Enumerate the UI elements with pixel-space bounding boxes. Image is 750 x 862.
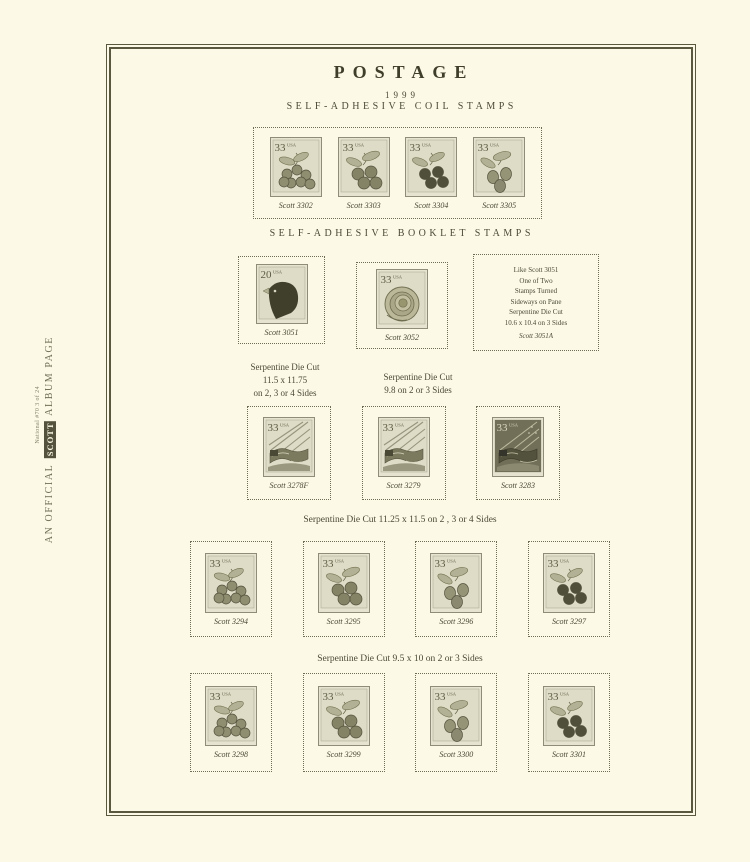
stamp-caption: Scott 3051 (264, 327, 299, 337)
flag-dark-stamp-image (492, 417, 544, 477)
page-title: POSTAGE (333, 62, 475, 82)
stamp-scott-3051 (256, 264, 308, 337)
stamp-box (190, 541, 272, 637)
die-cut-header-line: 9.8 on 2 or 3 Sides (384, 385, 452, 396)
stamp-scott-3294 (205, 553, 257, 626)
svg-text:USA: USA (222, 691, 232, 697)
die-cut-header-11-5 (212, 361, 358, 400)
scott-logo: SCOTT (45, 422, 55, 457)
note-line: Like Scott 3051 (513, 266, 559, 274)
stamp-box (528, 541, 610, 637)
stamp-box (528, 673, 610, 772)
raspberries-stamp-image (318, 686, 370, 746)
svg-text:USA: USA (509, 422, 519, 427)
blueberries-stamp-image (270, 137, 322, 197)
stamp-caption: Scott 3304 (414, 200, 449, 210)
svg-text:33: 33 (322, 691, 334, 703)
page-year: 1999 (385, 90, 419, 100)
stamp-scott-3299 (318, 686, 370, 759)
stamp-caption: Scott 3297 (551, 616, 586, 626)
stamp-scott-3303 (338, 137, 390, 210)
stamp-caption: Scott 3303 (346, 200, 381, 210)
svg-text:USA: USA (222, 558, 232, 563)
svg-text:33: 33 (434, 557, 446, 570)
svg-text:USA: USA (422, 142, 432, 147)
svg-text:USA: USA (447, 691, 457, 697)
stamp-caption: Scott 3295 (326, 616, 361, 626)
stamp-scott-3283 (492, 417, 544, 490)
svg-text:33: 33 (382, 421, 393, 434)
svg-text:33: 33 (322, 557, 334, 570)
stamp-caption: Scott 3301 (551, 750, 586, 759)
stamp-scott-3304 (405, 137, 457, 210)
stamp-box (303, 673, 385, 772)
rose-stamp-image (376, 269, 428, 329)
die-cut-header-line: Serpentine Die Cut (383, 372, 453, 382)
note-line: Serpentine Die Cut (509, 308, 563, 316)
blueberries-stamp-image (205, 553, 257, 613)
stamp-scott-3297 (543, 553, 595, 626)
stamp-scott-3296 (430, 553, 482, 626)
svg-text:USA: USA (559, 691, 569, 697)
stamp-scott-3300 (430, 686, 482, 759)
svg-text:33: 33 (380, 274, 392, 286)
booklet-stamps-header: SELF-ADHESIVE BOOKLET STAMPS (269, 228, 534, 239)
stamp-box (415, 541, 497, 637)
svg-text:USA: USA (354, 142, 364, 147)
raspberries-stamp-image (318, 553, 370, 613)
stamp-caption: Scott 3279 (386, 480, 421, 490)
svg-text:USA: USA (334, 691, 344, 697)
stamp-box-scott-3052 (356, 262, 448, 349)
stamp-box (303, 541, 385, 637)
stamp-caption: Scott 3283 (501, 480, 535, 490)
flag-stamp-image (263, 417, 315, 477)
svg-text:33: 33 (434, 691, 446, 703)
stamp-caption: Scott 3052 (385, 333, 419, 342)
strawberries-stamp-image (430, 686, 482, 746)
blueberries-stamp-image (205, 686, 257, 746)
stamp-scott-3305 (473, 137, 525, 210)
stamp-caption: Scott 3296 (439, 616, 474, 626)
die-cut-header-line: 11.5 x 11.75 (262, 375, 308, 386)
svg-text:USA: USA (490, 142, 500, 147)
svg-text:33: 33 (409, 141, 421, 154)
coil-stamps-box (253, 127, 542, 219)
note-line: Sideways on Pane (510, 297, 562, 306)
note-line: Stamps Turned (514, 287, 558, 295)
berry-stamps-row-2 (190, 673, 610, 772)
svg-text:USA: USA (393, 274, 403, 280)
sidebar-prefix-text: AN OFFICIAL (44, 463, 55, 544)
stamp-caption: Scott 3298 (214, 750, 248, 759)
note-line: 10.6 x 10.4 on 3 Sides (504, 318, 568, 327)
berry-stamps-row-1 (190, 541, 610, 637)
stamp-box-scott-3051 (238, 256, 325, 344)
svg-text:33: 33 (342, 141, 354, 154)
die-cut-header-9-8 (346, 371, 490, 397)
stamp-caption: Scott 3300 (439, 750, 474, 759)
stamp-box (362, 406, 446, 500)
strawberries-stamp-image (473, 137, 525, 197)
stamp-scott-3279 (378, 417, 430, 490)
stamp-scott-3302 (270, 137, 322, 210)
stamp-scott-3295 (318, 553, 370, 626)
stamp-box (476, 406, 560, 500)
stamp-caption: Scott 3294 (214, 616, 248, 626)
svg-text:33: 33 (547, 691, 559, 703)
die-cut-header-line: Serpentine Die Cut (250, 362, 320, 372)
svg-text:33: 33 (547, 557, 559, 570)
stamp-scott-3298 (205, 686, 257, 759)
svg-text:USA: USA (394, 422, 404, 427)
bird-stamp-image (256, 264, 308, 324)
svg-text:33: 33 (267, 421, 279, 434)
svg-text:USA: USA (559, 558, 569, 563)
blackberries-stamp-image (405, 137, 457, 197)
stamp-caption: Scott 3278F (269, 480, 309, 490)
svg-text:USA: USA (286, 142, 296, 147)
svg-text:33: 33 (209, 691, 221, 703)
stamp-caption: Scott 3302 (278, 200, 313, 210)
stamp-scott-3301 (543, 686, 595, 759)
svg-text:33: 33 (477, 141, 489, 154)
note-box-scott-3051a (473, 254, 599, 351)
blackberries-stamp-image (543, 686, 595, 746)
svg-text:20: 20 (260, 268, 271, 281)
stamp-caption: Scott 3305 (482, 200, 517, 210)
svg-text:33: 33 (209, 557, 221, 570)
svg-text:USA: USA (272, 269, 282, 274)
die-cut-header-line: on 2, 3 or 4 Sides (253, 388, 317, 399)
flag-stamps-row (247, 406, 560, 500)
svg-text:33: 33 (274, 141, 286, 154)
svg-text:USA: USA (334, 558, 344, 563)
sidebar-edition-text: National #70 3 of 24 (35, 386, 41, 444)
stamp-box (190, 673, 272, 772)
stamp-scott-3278f (263, 417, 315, 490)
sidebar-suffix-text: ALBUM PAGE (44, 336, 55, 416)
svg-text:33: 33 (496, 421, 508, 434)
die-cut-header-11-25: Serpentine Die Cut 11.25 x 11.5 on 2 , 3 or 4 Sides (303, 515, 497, 525)
stamp-caption: Scott 3299 (326, 750, 361, 759)
page-subtitle-coil: SELF-ADHESIVE COIL STAMPS (286, 101, 517, 112)
raspberries-stamp-image (338, 137, 390, 197)
stamp-box (415, 673, 497, 772)
svg-text:USA: USA (280, 422, 290, 427)
note-caption: Scott 3051A (518, 332, 554, 340)
die-cut-header-9-5: Serpentine Die Cut 9.5 x 10 on 2 or 3 Sides (317, 654, 483, 664)
stamp-scott-3052 (376, 269, 428, 342)
flag-stamp-image (378, 417, 430, 477)
stamp-box (247, 406, 331, 500)
sidebar-official-label (44, 336, 55, 543)
note-line: One of Two (519, 276, 553, 285)
blackberries-stamp-image (543, 553, 595, 613)
strawberries-stamp-image (430, 553, 482, 613)
svg-text:USA: USA (447, 558, 457, 563)
